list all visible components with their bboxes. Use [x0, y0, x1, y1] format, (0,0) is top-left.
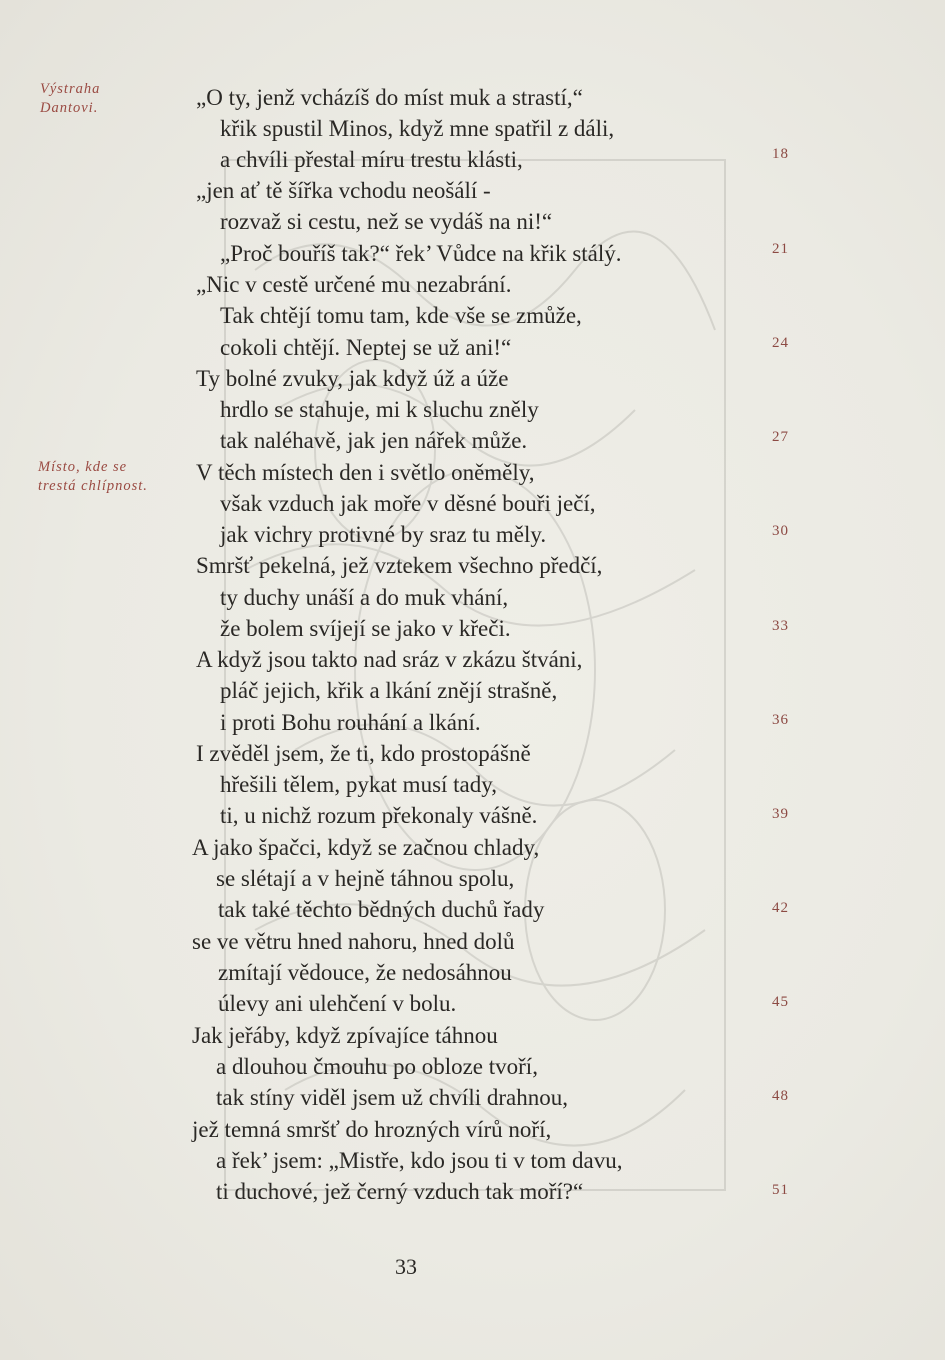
page-number: 33: [395, 1254, 417, 1279]
verse-line: křik spustil Minos, když mne spatřil z dáli,: [220, 116, 615, 141]
line-number: 27: [772, 429, 789, 445]
line-number: 21: [772, 241, 789, 257]
verse-line: a chvíli přestal míru trestu klásti,: [220, 147, 523, 172]
margin-note-line: Dantovi.: [40, 100, 99, 116]
verse-line: rozvaž si cestu, než se vydáš na ni!“: [220, 209, 553, 234]
verse-line: ty duchy unáší a do muk vhání,: [220, 585, 509, 610]
verse-line: ti duchové, jež černý vzduch tak moří?“: [216, 1179, 584, 1204]
verse-line: tak stíny viděl jsem už chvíli drahnou,: [216, 1085, 568, 1110]
margin-note-line: Místo, kde se: [38, 459, 128, 475]
line-number: 24: [772, 335, 789, 351]
line-number: 39: [772, 806, 789, 822]
verse-line: Jak jeřáby, když zpívajíce táhnou: [192, 1023, 498, 1048]
verse-line: „Nic v cestě určené mu nezabrání.: [196, 272, 512, 297]
verse-line: a řek’ jsem: „Mistře, kdo jsou ti v tom davu,: [216, 1148, 623, 1173]
verse-line: „jen ať tě šířka vchodu neošálí -: [196, 178, 491, 203]
verse-line: tak také těchto bědných duchů řady: [218, 897, 545, 922]
line-number: 18: [772, 146, 789, 162]
verse-line: a dlouhou čmouhu po obloze tvoří,: [216, 1054, 538, 1079]
verse-line: cokoli chtějí. Neptej se už ani!“: [220, 335, 512, 360]
line-number: 51: [772, 1182, 789, 1198]
verse-line: Tak chtějí tomu tam, kde vše se zmůže,: [220, 303, 582, 328]
verse-line: Ty bolné zvuky, jak když úž a úže: [196, 366, 509, 391]
line-number: 30: [772, 523, 789, 539]
verse-line: zmítají vědouce, že nedosáhnou: [218, 960, 512, 985]
verse-line: jež temná smršť do hrozných vírů noří,: [192, 1117, 552, 1142]
verse-line: jak vichry protivné by sraz tu měly.: [220, 522, 547, 547]
verse-line: ti, u nichž rozum překonaly vášně.: [220, 803, 538, 828]
margin-note-warning: [40, 80, 100, 118]
verse-line: hrdlo se stahuje, mi k sluchu zněly: [220, 397, 539, 422]
verse-line: tak naléhavě, jak jen nářek může.: [220, 428, 528, 453]
verse-line: V těch místech den i světlo oněměly,: [196, 460, 535, 485]
verse-line: hřešili tělem, pykat musí tady,: [220, 772, 498, 797]
verse-line: se slétají a v hejně táhnou spolu,: [216, 866, 515, 891]
margin-note-place: [38, 458, 148, 496]
verse-line: se ve větru hned nahoru, hned dolů: [192, 929, 515, 954]
verse-line: i proti Bohu rouhání a lkání.: [220, 710, 481, 735]
verse-line: že bolem svíjejí se jako v křeči.: [220, 616, 511, 641]
verse-line: A když jsou takto nad sráz v zkázu štváni,: [196, 647, 583, 672]
verse-line: „Proč bouříš tak?“ řek’ Vůdce na křik stálý.: [220, 241, 622, 266]
margin-note-line: trestá chlípnost.: [38, 478, 148, 494]
verse-line: Smršť pekelná, jež vztekem všechno předčí,: [196, 553, 603, 578]
verse-line: však vzduch jak moře v děsné bouři ječí,: [220, 491, 596, 516]
verse-line: „O ty, jenž vcházíš do míst muk a strastí,“: [196, 85, 583, 110]
verse-line: úlevy ani ulehčení v bolu.: [218, 991, 457, 1016]
line-number: 33: [772, 618, 789, 634]
line-number: 48: [772, 1088, 789, 1104]
verse-line: A jako špačci, když se začnou chlady,: [192, 835, 540, 860]
verse-line: I zvěděl jsem, že ti, kdo prostopášně: [196, 741, 531, 766]
verse-line: pláč jejich, křik a lkání znějí strašně,: [220, 678, 558, 703]
margin-note-line: Výstraha: [40, 81, 101, 97]
line-number: 36: [772, 712, 789, 728]
line-number: 42: [772, 900, 789, 916]
line-number: 45: [772, 994, 789, 1010]
